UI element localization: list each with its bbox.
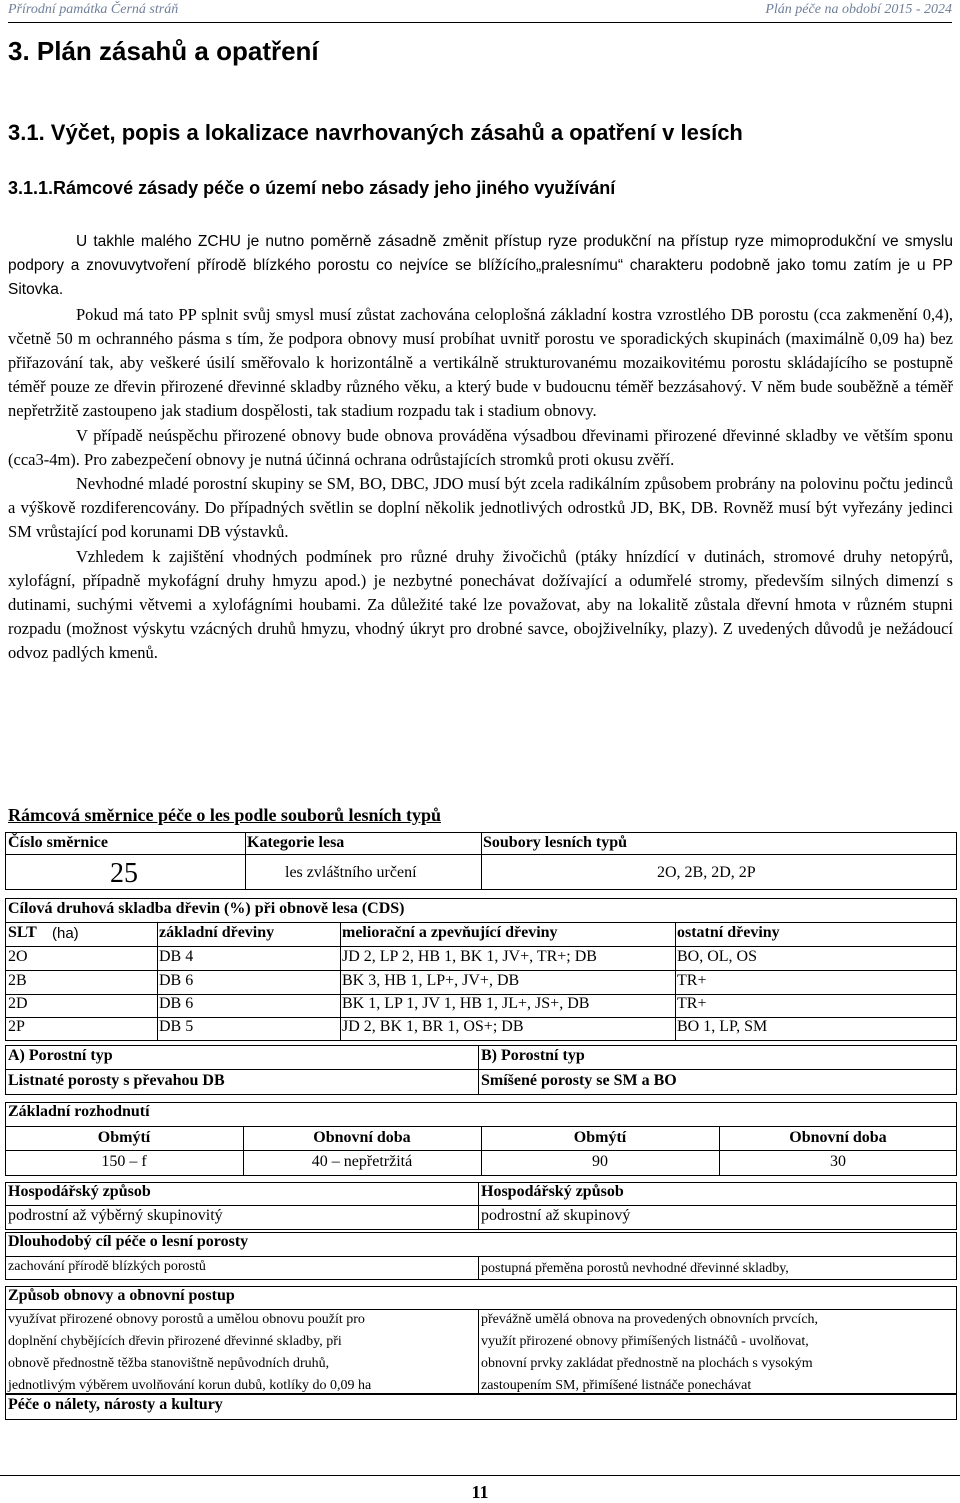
pece-label: Péče o nálety, nárosty a kultury <box>8 1396 223 1413</box>
divider <box>5 922 957 923</box>
paragraph: Pokud má tato PP splnit svůj smysl musí zůstat zachována celoplošná základní kostra vzrostlého DB porostu (cca zakmenění 0,4), včetně 50 m ochranného pásma s tím, že podpora obnovy musí probíhat uvnitř porostu ve sporadických skupinách (maximálně 0,09 ha) bez přiřazování tak, aby veškeré úsilí směřovalo k horizontálně a vertikálně strukturovanému mozaikovitému porostu skládajícího se postupně téměř pouze ze dřevin přirozené dřevinné skladby různého věku, a který bude v budoucnu téměř bezzásahový. V něm bude souběžně a téměř nepřetržitě zastoupeno jak stadium dospělosti, tak stadium rozpadu tak i stadium obnovy. <box>8 304 953 421</box>
divider <box>5 970 957 971</box>
divider <box>478 1045 479 1095</box>
zr-header: Obmýtí <box>97 1129 151 1146</box>
divider <box>478 1182 479 1230</box>
typ-b-value: Smíšené porosty se SM a BO <box>481 1072 677 1089</box>
zpusob-b-line: zastoupením SM, přimíšené listnáče ponechávat <box>481 1378 752 1393</box>
typ-a-value: Listnaté porosty s převahou DB <box>8 1072 225 1089</box>
cds-cell: 2D <box>8 995 28 1012</box>
page-number: 11 <box>0 1475 960 1500</box>
cds-cell: BO 1, LP, SM <box>677 1018 768 1035</box>
header-right: Plán péče na období 2015 - 2024 <box>765 2 952 17</box>
heading-2: 3.1. Výčet, popis a lokalizace navrhovaných zásahů a opatření v lesích <box>8 120 743 145</box>
cds-header-melioracni: meliorační a zpevňující dřeviny <box>342 924 558 941</box>
heading-1: 3. Plán zásahů a opatření <box>8 36 319 66</box>
header-left: Přírodní památka Černá stráň <box>8 2 179 17</box>
hosp-a-value: podrostní až výběrný skupinovitý <box>8 1207 223 1224</box>
cds-header-ostatni: ostatní dřeviny <box>677 924 780 941</box>
paragraph: U takhle malého ZCHU je nutno poměrně zásadně změnit přístup ryze produkční na přístup ryze mimoprodukční ve smyslu podpory a znovuvytvoření přírodě blízkého porostu co nejvíce se blížícího„pralesnímu“ charakteru podobně jako tomu zatím je u PP Sitovka. <box>8 233 953 299</box>
label-cislo: Číslo směrnice <box>8 834 108 851</box>
divider <box>675 922 676 1041</box>
paragraph: V případě neúspěchu přirozené obnovy bude obnova prováděna výsadbou dřevinami přirozené dřevinné skladby ve větším sponu (cca3-4m). Pro zabezpečení obnovy je nutná účinná ochrana odrůstajících stromků proti okusu zvěří. <box>8 425 953 469</box>
zpusob-a-line: využívat přirozené obnovy porostů a umělou obnovu použít pro <box>8 1312 365 1327</box>
zpusob-b-line: převážně umělá obnova na provedených obnovních prvcích, <box>481 1312 819 1327</box>
zr-header: Obnovní doba <box>789 1129 887 1146</box>
cds-header-zakladni: základní dřeviny <box>159 924 275 941</box>
typ-a-label: A) Porostní typ <box>8 1047 113 1064</box>
cislo-value: 25 <box>110 858 138 889</box>
zr-value: 30 <box>830 1153 846 1170</box>
cds-cell: 2B <box>8 972 27 989</box>
zr-value: 90 <box>592 1153 608 1170</box>
heading-3: 3.1.1.Rámcové zásady péče o území nebo zásady jeho jiného využívání <box>8 178 616 198</box>
cds-header-slt: SLT <box>8 924 37 941</box>
cds-cell: TR+ <box>677 995 707 1012</box>
table-title: Rámcová směrnice péče o les podle souborů lesních typů <box>8 805 441 825</box>
cil-label: Dlouhodobý cíl péče o lesní porosty <box>8 1233 249 1250</box>
zpusob-b-line: využít přirozené obnovy přimíšených listnáčů - uvolňovat, <box>481 1334 809 1349</box>
zpusob-label: Způsob obnovy a obnovní postup <box>8 1287 235 1304</box>
divider <box>478 1256 479 1280</box>
hosp-a-label: Hospodářský způsob <box>8 1183 151 1200</box>
cds-cell: 2O <box>8 948 28 965</box>
cds-cell: DB 6 <box>159 995 194 1012</box>
soubory-value: 2O, 2B, 2D, 2P <box>657 864 756 881</box>
kategorie-value: les zvláštního určení <box>285 864 417 881</box>
divider <box>478 1309 479 1394</box>
zr-value: 40 – nepřetržitá <box>311 1153 413 1170</box>
paragraph: Vzhledem k zajištění vhodných podmínek pro různé druhy živočichů (ptáky hnízdící v dutinách, stromové druhy netopýrů, xylofágní, případně mykofágní druhy hmyzu apod.) je nezbytné ponechávat dožívající a odumřelé stromy, především silných dimenzí s dutinami, suchými větvemi a xylofágními houbami. Za důležité také lze považovat, aby na lokalitě zůstala dřevní hmota v různém stupni rozpadu (možnost výskytu vzácných druhů hmyzu, vhodný úkryt pro drobné savce, obojživelníky, plazy). Z uvedených důvodů je nežádoucí odvoz padlých kmenů. <box>8 546 953 663</box>
cds-title: Cílová druhová skladba dřevin (%) při obnově lesa (CDS) <box>8 900 405 917</box>
zpusob-a-text <box>8 1309 476 1397</box>
zpusob-a-line: doplnění chybějících dřevin přirozené dřevinné skladby, při <box>8 1334 342 1349</box>
cds-cell: JD 2, BK 1, BR 1, OS+; DB <box>342 1018 524 1035</box>
cds-cell: BK 1, LP 1, JV 1, HB 1, JL+, JS+, DB <box>342 995 590 1012</box>
zpusob-b-line: obnovní prvky zakládat přednostně na plochách s vysokým <box>481 1356 813 1371</box>
hosp-b-label: Hospodářský způsob <box>481 1183 624 1200</box>
label-kategorie: Kategorie lesa <box>247 834 345 851</box>
divider <box>157 922 158 1041</box>
divider <box>245 832 246 890</box>
cds-cell: 2P <box>8 1018 25 1035</box>
divider <box>5 854 957 855</box>
zpusob-b-text <box>481 1309 953 1397</box>
page-header <box>8 2 952 23</box>
cds-header-ha: (ha) <box>52 925 79 942</box>
zpusob-a-line: obnově přednostně těžba stanovištně nepůvodních druhů, <box>8 1356 330 1371</box>
zr-header: Obnovní doba <box>313 1129 411 1146</box>
divider <box>5 1069 957 1070</box>
divider <box>5 946 957 947</box>
cds-cell: DB 4 <box>159 948 194 965</box>
cds-cell: BO, OL, OS <box>677 948 758 965</box>
divider <box>481 832 482 890</box>
typ-b-label: B) Porostní typ <box>481 1047 585 1064</box>
cil-b-value: postupná přeměna porostů nevhodné dřevinné skladby, <box>481 1261 789 1276</box>
cil-a-value: zachování přírodě blízkých porostů <box>8 1259 206 1274</box>
cds-cell: DB 6 <box>159 972 194 989</box>
zr-value: 150 – f <box>101 1153 147 1170</box>
cds-cell: BK 3, HB 1, LP+, JV+, DB <box>342 972 520 989</box>
divider <box>340 922 341 1041</box>
zr-header: Obmýtí <box>573 1129 627 1146</box>
cds-cell: JD 2, LP 2, HB 1, BK 1, JV+, TR+; DB <box>342 948 597 965</box>
label-soubory: Soubory lesních typů <box>483 834 628 851</box>
zakladni-rozhodnuti-label: Základní rozhodnutí <box>8 1103 150 1120</box>
cds-cell: TR+ <box>677 972 707 989</box>
body-text <box>8 230 953 666</box>
divider <box>5 1205 957 1206</box>
hosp-b-value: podrostní až skupinový <box>481 1207 631 1224</box>
zpusob-a-line: jednotlivým výběrem uvolňování korun dubů, kotlíky do 0,09 ha <box>8 1378 372 1393</box>
paragraph: Nevhodné mladé porostní skupiny se SM, BO, DBC, JDO musí být zcela radikálním způsobem probrány na polovinu počtu jedinců a výškově rozdiferencovány. Do případných světlin se doplní několik jednotlivých odrostků JD, BK, DB. Rovněž musí být vyřezány jedinci SM vrůstající pod korunami DB výstavků. <box>8 474 953 542</box>
cds-cell: DB 5 <box>159 1018 194 1035</box>
